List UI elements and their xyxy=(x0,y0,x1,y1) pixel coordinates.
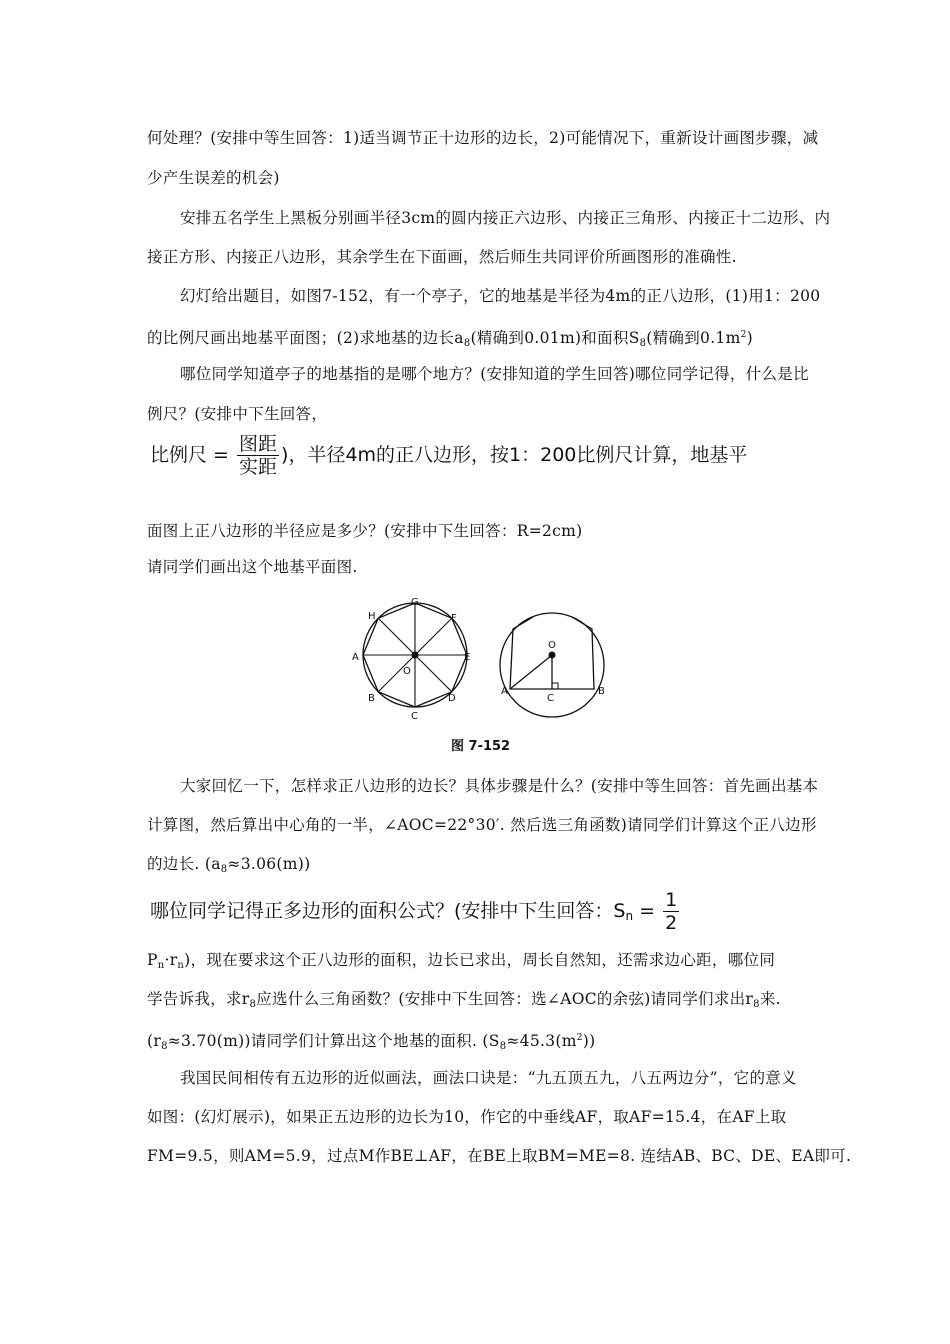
label-b: B xyxy=(598,686,605,697)
figure-7-152 xyxy=(340,592,620,727)
text-run: ≈3.70(m))请同学们计算出这个地基的面积. (S xyxy=(167,1032,500,1050)
text-line: FM=9.5，则AM=5.9，过点M作BE⊥AF，在BE上取BM=ME=8. 连结AB、BC、DE、EA即可. xyxy=(147,1147,852,1165)
numerator: 图距 xyxy=(239,433,278,455)
text-run: ) xyxy=(746,329,753,347)
text-run: 应选什么三角函数？(安排中下生回答：选∠AOC的余弦)请同学们求出r xyxy=(256,990,754,1008)
text-line: 我国民间相传有五边形的近似画法，画法口诀是：“九五顶五九，八五两边分”，它的意义 xyxy=(180,1069,797,1087)
formula-scale xyxy=(150,433,747,478)
text-run: 来. xyxy=(759,990,781,1008)
subscript: 8 xyxy=(463,338,471,349)
text-line: 安排五名学生上黑板分别画半径3cm的圆内接正六边形、内接正三角形、内接正十二边形、内 xyxy=(180,209,831,227)
formula-text: = xyxy=(633,900,656,922)
formula-text: 哪位同学记得正多边形的面积公式？(安排中下生回答：S xyxy=(150,900,626,922)
formula-text: )，半径4m的正八边形，按1：200比例尺计算，地基平 xyxy=(281,444,748,466)
label-d: D xyxy=(448,693,456,704)
right-angle-mark xyxy=(552,683,558,689)
subscript: 8 xyxy=(161,1041,168,1052)
text-run: P xyxy=(147,951,158,969)
denominator: 2 xyxy=(665,912,678,934)
text-line xyxy=(147,949,775,977)
text-line: 如图：(幻灯展示)，如果正五边形的边长为10，作它的中垂线AF，取AF=15.4，在AF上取 xyxy=(147,1108,787,1126)
label-o: O xyxy=(403,666,411,677)
segment-ao xyxy=(510,655,552,689)
subscript: 8 xyxy=(499,1041,507,1052)
text-line: 大家回忆一下，怎样求正八边形的边长？具体步骤是什么？(安排中等生回答：首先画出基本 xyxy=(180,777,819,795)
text-line xyxy=(147,1027,595,1058)
text-line: 请同学们画出这个地基平面图. xyxy=(147,558,358,576)
subscript: n xyxy=(157,960,165,971)
text-run: 的比例尺画出地基平面图；(2)求地基的边长a xyxy=(147,329,464,347)
subscript: 8 xyxy=(249,999,257,1010)
fraction xyxy=(663,889,679,934)
center-point-o xyxy=(549,652,556,659)
text-run: ≈3.06(m)) xyxy=(227,855,311,873)
label-a: A xyxy=(352,652,359,663)
center-point-o xyxy=(412,652,419,659)
calculation-diagram xyxy=(500,613,605,717)
label-g: G xyxy=(411,597,419,608)
text-run: ·r xyxy=(164,951,178,969)
text-run: (精确到0.01m)和面积S xyxy=(470,329,640,347)
formula-text: 比例尺 = xyxy=(150,444,229,466)
text-run: 的边长. (a xyxy=(147,855,221,873)
denominator: 实距 xyxy=(239,456,278,478)
text-line: 面图上正八边形的半径应是多少？(安排中下生回答：R=2cm) xyxy=(147,522,583,540)
text-line: 接正方形、内接正八边形，其余学生在下面画，然后师生共同评价所画图形的准确性. xyxy=(147,248,737,266)
text-line: 何处理？(安排中等生回答：1)适当调节正十边形的边长，2)可能情况下，重新设计画图步骤，减 xyxy=(147,129,819,147)
superscript: 2 xyxy=(576,1033,583,1043)
subscript: n xyxy=(177,960,185,971)
label-h: H xyxy=(368,611,376,622)
label-o: O xyxy=(548,640,556,651)
label-c: C xyxy=(547,693,554,704)
text-line xyxy=(147,988,781,1016)
fraction xyxy=(237,433,279,478)
text-line xyxy=(147,853,310,881)
subscript: 8 xyxy=(753,999,760,1010)
octagon-diagram xyxy=(352,597,470,722)
text-run: ≈45.3(m xyxy=(506,1032,577,1050)
label-e: E xyxy=(464,652,471,663)
text-line: 少产生误差的机会) xyxy=(147,169,280,187)
subscript: n xyxy=(625,909,634,923)
label-f: F xyxy=(451,613,457,624)
label-b: B xyxy=(368,693,375,704)
superscript: 2 xyxy=(740,330,747,340)
text-line: 哪位同学知道亭子的地基指的是哪个地方？(安排知道的学生回答)哪位同学记得，什么是比 xyxy=(180,365,809,383)
subscript: 8 xyxy=(220,864,228,875)
label-a: A xyxy=(501,686,508,697)
subscript: 8 xyxy=(639,338,647,349)
text-run: )) xyxy=(582,1032,596,1050)
text-line: 幻灯给出题目，如图7-152，有一个亭子，它的地基是半径为4m的正八边形，(1)用1：200 xyxy=(180,287,821,305)
text-run: (精确到0.1m xyxy=(646,329,741,347)
label-c: C xyxy=(411,711,418,722)
text-run: (r xyxy=(147,1032,162,1050)
formula-area xyxy=(150,889,681,934)
text-run: )，现在要求这个正八边形的面积，边长已求出，周长自然知，还需求边心距，哪位同 xyxy=(184,951,776,969)
text-run: 学告诉我，求r xyxy=(147,990,250,1008)
numerator: 1 xyxy=(665,889,678,911)
text-line xyxy=(147,324,753,355)
text-line: 例尺？(安排中下生回答， xyxy=(147,405,328,423)
figure-caption: 图 7-152 xyxy=(451,739,511,754)
text-line: 计算图，然后算出中心角的一半，∠AOC=22°30′. 然后选三角函数)请同学们计算这个正八边形 xyxy=(147,816,817,834)
